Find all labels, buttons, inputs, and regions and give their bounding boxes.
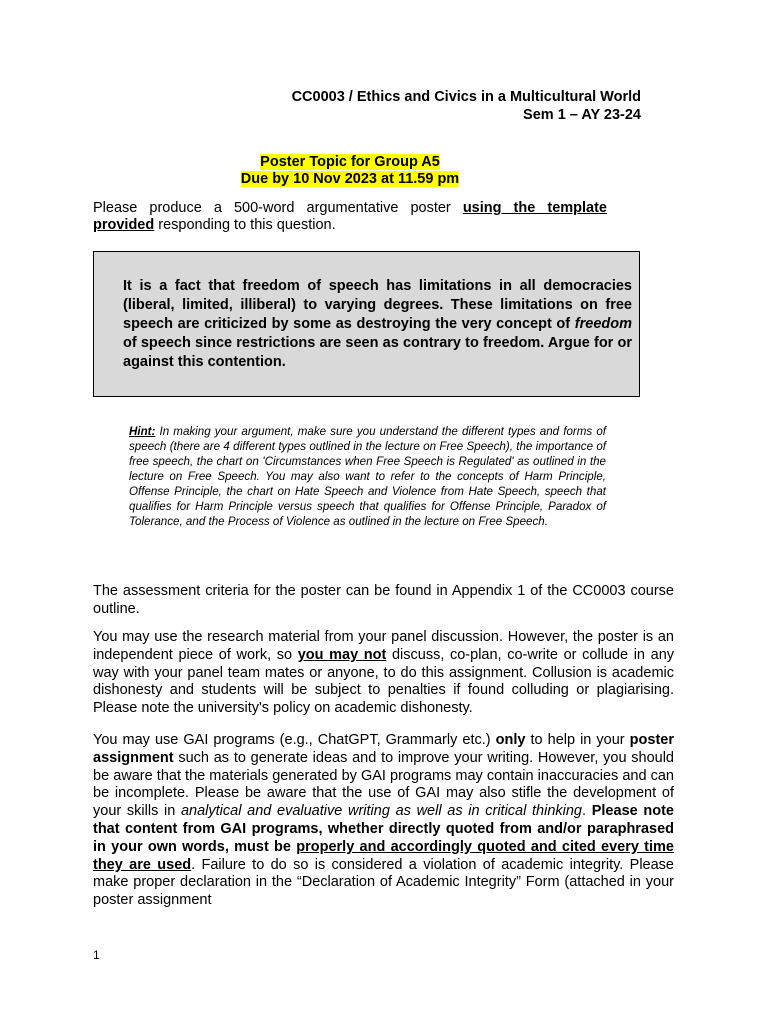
intro-paragraph <box>93 200 607 234</box>
independence-paragraph <box>93 629 674 718</box>
intro-text-end: responding to this question. <box>154 217 336 233</box>
due-date: Due by 10 Nov 2023 at 11.59 pm <box>240 171 460 187</box>
question-part2: of speech since restrictions are seen as contrary to freedom. Argue for or against this contention. <box>123 335 632 370</box>
course-title: CC0003 / Ethics and Civics in a Multicultural World <box>291 89 641 105</box>
question-italic: freedom <box>574 316 632 332</box>
para2-emphasis: you may not <box>297 646 387 663</box>
hint-text: In making your argument, make sure you understand the different types and forms of speech (there are 4 different types outlined in the lecture on Free Speech), the importance of free speech, the chart on 'Circumstances when Free Speech is Regulated' as outlined in the lecture on Free Speech. You may also want to refer to the concepts of Harm Principle, Offense Principle, the chart on Hate Speech and Violence from Hate Speech, speech that qualifies for Harm Principle versus speech that qualifies for Offense Principle, Paradox of Tolerance, and the Process of Violence as outlined in the lecture on Free Speech. <box>129 425 606 528</box>
intro-emphasis: using the template provided <box>93 200 607 233</box>
intro-text: Please produce a 500-word argumentative poster <box>93 200 463 216</box>
para3-bold-note: Please note that content from GAI programs, whether directly quoted from and/or paraphrased in your own words, must be <box>93 803 674 855</box>
para3-text: to help in your <box>525 732 630 748</box>
hint-paragraph <box>129 424 606 529</box>
para3-text: You may use GAI programs (e.g., ChatGPT, Grammarly etc.) <box>93 732 496 748</box>
para3-bold-underline: properly and accordingly quoted and cited every time they are used <box>93 838 675 873</box>
para3-text-end: . Failure to do so is considered a violation of academic integrity. Please make proper declaration in the “Declaration of Academic Integrity” Form (attached in your poster assignment <box>93 856 674 909</box>
para3-italic: analytical and evaluative writing as well as in critical thinking <box>180 803 582 820</box>
hint-label: Hint: <box>129 425 156 438</box>
para2-text: You may use the research material from your panel discussion. However, the poster is an independent piece of work, so <box>93 629 674 663</box>
para3-text: . <box>582 803 592 820</box>
semester-label: Sem 1 – AY 23-24 <box>523 107 641 123</box>
para3-text: such as to generate ideas and to improve your writing. However, you should be aware that the materials generated by GAI programs may contain inaccuracies and can be incomplete. Please be aware that the use of GAI may also stifle the development of your skills in <box>93 749 674 820</box>
para2-text-end: discuss, co-plan, co-write or collude in any way with your panel team mates or anyone, to do this assignment. Collusion is academic dishonesty and students will be subject to penalties if found colluding or plagiarising. Please note the university's policy on academic dishonesty. <box>93 646 675 717</box>
question-box <box>93 251 640 397</box>
gai-paragraph <box>93 732 674 910</box>
question-part1: It is a fact that freedom of speech has limitations in all democracies (liberal, limited, illiberal) to varying degrees. These limitations on free speech are criticized by some as destroying the very concept of <box>123 278 632 332</box>
topic-block <box>0 154 700 188</box>
course-header <box>292 88 641 124</box>
page-number: 1 <box>93 948 100 962</box>
topic-title: Poster Topic for Group A5 <box>260 154 440 170</box>
para3-bold-assignment: poster assignment <box>93 732 674 766</box>
para3-bold-only: only <box>495 732 526 748</box>
assessment-paragraph: The assessment criteria for the poster can be found in Appendix 1 of the CC0003 course outline. <box>93 583 674 617</box>
question-text <box>123 277 632 372</box>
